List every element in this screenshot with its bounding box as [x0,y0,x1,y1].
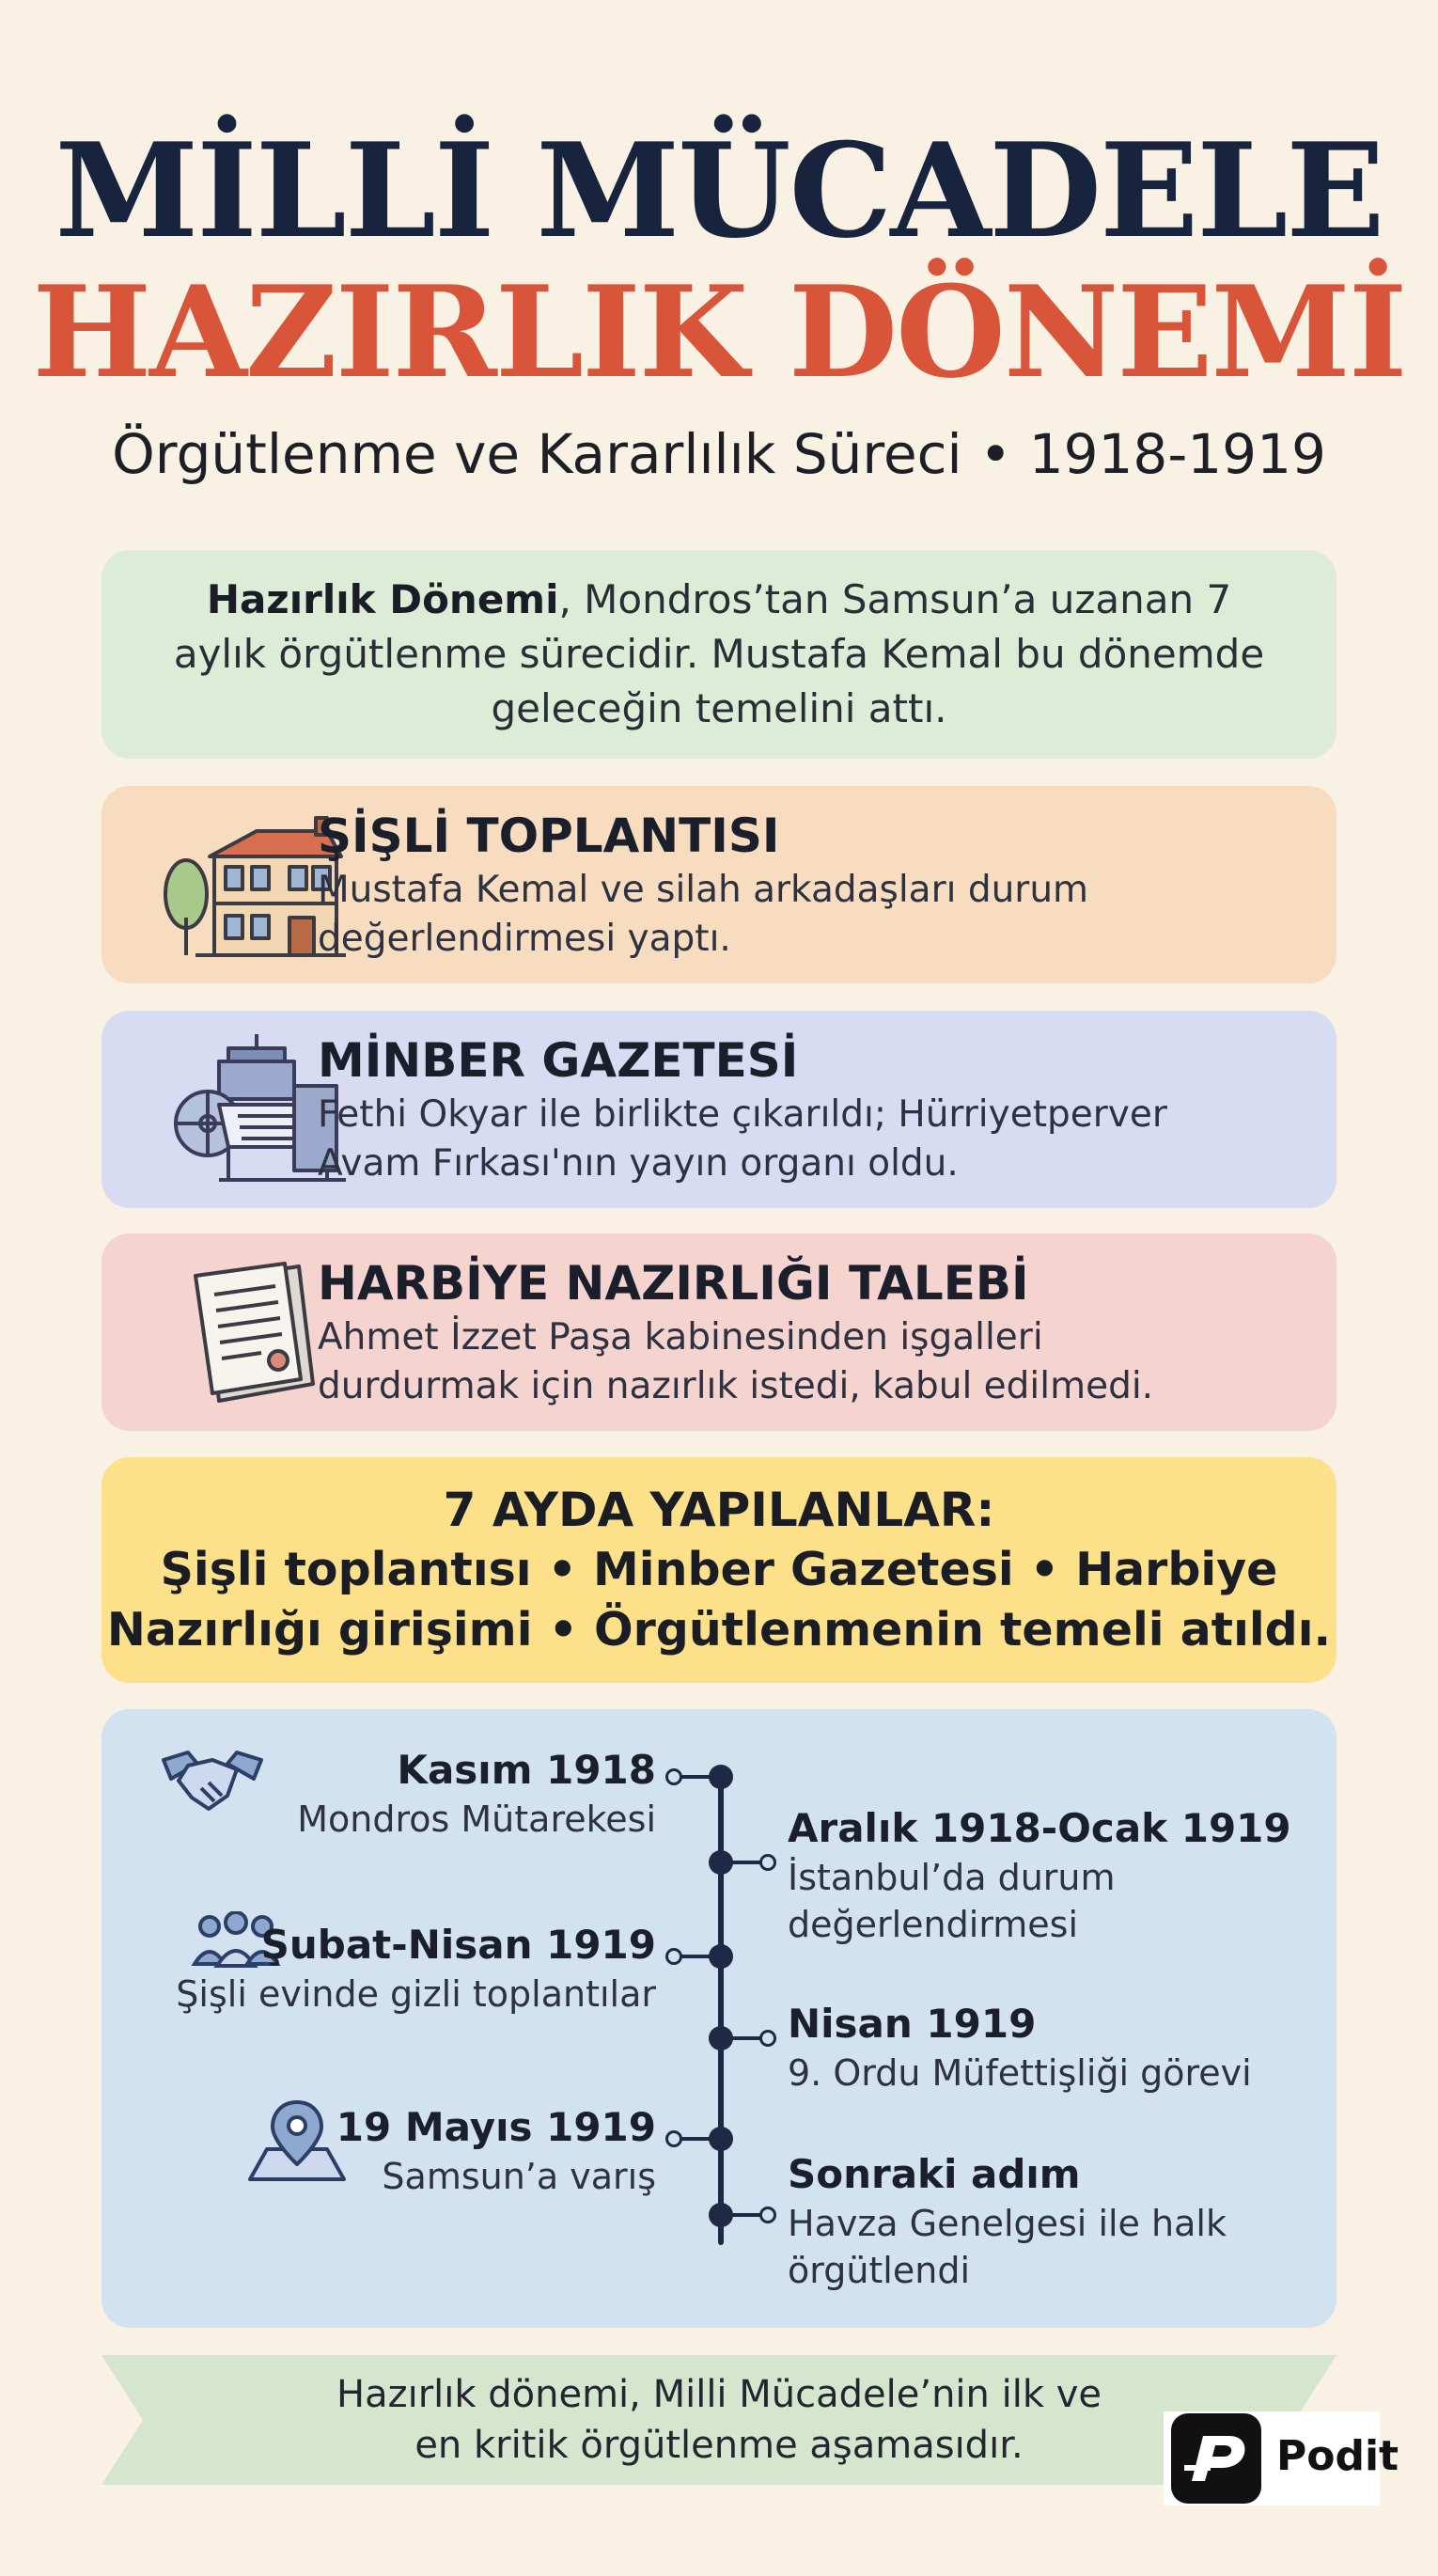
brand-logo [1164,2411,1399,2505]
timeline-desc: Mondros Mütarekesi [297,1798,656,1840]
timeline-desc-line-2: örgütlendi [788,2250,971,2291]
footer-text [102,2355,1336,2485]
timeline-tick-dot [665,1948,682,1965]
event-text [102,786,1088,983]
podit-logo-icon [1171,2413,1261,2504]
timeline-spine [718,1775,724,2245]
event-title: ŞİŞLİ TOPLANTISI [318,809,780,863]
timeline-card [102,1709,1336,2328]
intro-card [102,550,1336,759]
timeline-item-right [788,1999,1314,2097]
timeline-tick-dot [759,2030,776,2047]
event-title: MİNBER GAZETESİ [318,1033,799,1088]
timeline-item-left [158,1920,656,2018]
timeline-item-right [788,2149,1314,2294]
brand-name: Podit [1276,2432,1399,2480]
timeline-desc-line-1: Havza Genelgesi ile halk [788,2203,1227,2244]
intro-text [155,573,1283,736]
footer-banner [102,2355,1336,2485]
timeline-date: Nisan 1919 [788,2001,1037,2047]
timeline-item-left [271,2102,656,2200]
summary-title: 7 AYDA YAPILANLAR: [443,1483,995,1537]
event-desc-line-1: Fethi Okyar ile birlikte çıkarıldı; Hürriyetperver [318,1093,1167,1136]
event-desc-line-2: değerlendirmesi yaptı. [318,918,731,960]
event-card-minber [102,1011,1336,1208]
subtitle: Örgütlenme ve Kararlılık Süreci • 1918-1919 [112,422,1326,486]
timeline-item-left [177,1745,656,1843]
timeline-tick-dot [759,2207,776,2223]
title-line-2: HAZIRLIK DÖNEMİ [32,258,1406,406]
timeline-tick-dot [665,1768,682,1785]
event-desc-line-1: Mustafa Kemal ve silah arkadaşları durum [318,869,1089,911]
intro-body: , Mondros’tan Samsun’a uzanan 7 aylık örgütlenme sürecidir. Mustafa Kemal bu dönemde geleceğin temelini attı. [173,576,1265,731]
timeline-date: Kasım 1918 [397,1747,656,1793]
summary-line-2: Nazırlığı girişimi • Örgütlenmenin temeli atıldı. [106,1603,1332,1657]
timeline-desc-line-1: 9. Ordu Müfettişliği görevi [788,2052,1252,2094]
event-desc-line-2: Avam Fırkası'nın yayın organı oldu. [318,1142,959,1185]
timeline-desc: Şişli evinde gizli toplantılar [176,1973,656,2015]
event-card-harbiye [102,1233,1336,1431]
timeline-desc: Samsun’a varış [382,2156,656,2197]
intro-bold: Hazırlık Dönemi [206,576,559,622]
event-text [102,1233,1153,1431]
timeline-item-right [788,1803,1314,1948]
footer-line-1: Hazırlık dönemi, Milli Mücadele’nin ilk ve [336,2373,1102,2416]
event-title: HARBİYE NAZIRLIĞI TALEBİ [318,1256,1029,1311]
timeline-date: 19 Mayıs 1919 [336,2104,656,2150]
event-desc-line-2: durdurmak için nazırlık istedi, kabul edilmedi. [318,1365,1154,1407]
timeline-tick-dot [665,2130,682,2147]
event-card-sisli [102,786,1336,983]
summary-card [102,1457,1336,1683]
event-text [102,1011,1167,1208]
timeline-desc-line-1: İstanbul’da durum [788,1857,1116,1898]
timeline-date: Aralık 1918-Ocak 1919 [788,1805,1291,1851]
timeline-tick-dot [759,1854,776,1871]
timeline-desc-line-2: değerlendirmesi [788,1904,1079,1945]
event-desc-line-1: Ahmet İzzet Paşa kabinesinden işgalleri [318,1316,1043,1359]
timeline-date: Sonraki adım [788,2151,1081,2197]
footer-line-2: en kritik örgütlenme aşamasıdır. [414,2424,1024,2467]
timeline-date: Şubat-Nisan 1919 [260,1922,656,1968]
summary-line-1: Şişli toplantısı • Minber Gazetesi • Harbiye [160,1543,1278,1596]
title-line-1: MİLLİ MÜCADELE [55,114,1383,267]
